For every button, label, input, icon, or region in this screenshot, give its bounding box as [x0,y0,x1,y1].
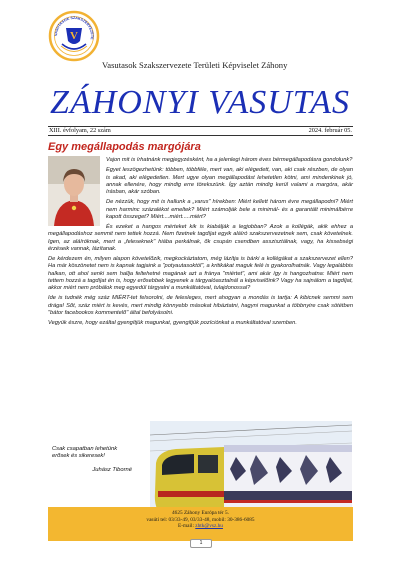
issue-number: XIII. évfolyam, 22 szám [49,127,111,134]
article-paragraph: De kérdezem én, milyen alapon követelőzik, megkockáztatom, még lázítja is bárki a kollégákat a szakszervezet ellen? Ha már köszönetet nem is kapnak tagjaink a "potyautasoktól", a kritikákat maguk felé is gyakorolhatnák. Vagy legalábbis halkan, ott ahol senki sem hallja feltehetné magának azt a fránya "miértet", ami akár így is hangozhatna: Miért nem tettem hozzá a tagdíjat én is, hogy erősebbek legyenek a tárgyalóasztalnál a képviselőink? Vagy ha sajnálom a tagdíjat, akkor miért nem próbálok meg egyedül tárgyalni a munkáltatóval, tulajdonossal? [48,256,353,291]
article-paragraph: És ezeket a hangos mérteket kik is kiabálják a legjobban? Azok a kollégák, akik ehhez a megállapodáshoz semmit nem tettek hozzá. Nem fizetnek tagdíjat egyik aláíró szakszervezetnek sem, csak követelnek. Igen, az aláíróknak, mert a „feleseknek" hiába perkálnak, ők csupán csendben asszisztálnak, vagy, ha kissebségi érzéseik vannak, lázítanak. [48,224,353,252]
article-paragraph: Egyet leszögezhetünk: többen, többféle, mert van, aki elégedett, van, aki csak részben, de olyan is akad, aki elégedetlen. Mert ugye olyan megállapodást lehetetlen kötni, ami mindenkinek jó, annak ellenére, hogy mindig erre törekszünk. Így aztán mindig kerül valami a margóra, akár írásban, akár szóban. [106,167,353,195]
closing-block [52,446,132,474]
footer-address: 4625 Záhony Európa tér 5. [172,510,229,516]
article-paragraph: Vegyük észre, hogy ezáltal gyengítjük magunkat, gyengítjük pozíciónkat a munkáltatóval szemben. [48,320,297,327]
logo-initials: V [70,30,78,42]
issue-line [48,126,353,136]
union-name: Vasutasok Szakszervezete Területi Képviselet Záhony [102,60,288,70]
union-logo [48,10,100,62]
author-signature: Juhász Tiborné [92,466,132,473]
footer-email-label: E-mail: [178,523,194,530]
logo-ring-text: VASUTASOK SZAKSZERVEZETE [53,15,95,40]
page-number: 1 [190,539,212,548]
article-title: Egy megállapodás margójára [48,141,201,153]
article-paragraph: Vajon mit is írhatnánk megjegyzésként, ha a jelenlegi három éves bérmegállapodásra gondolunk? [106,157,353,163]
closing-slogan: Csak csapatban lehetünk erősek és sikeresek! [52,446,118,460]
footer-phones: vasúti tel: 03/33-49, 03/33-48, mobil: 30-386-6085 [146,516,255,523]
footer-contact [48,507,353,541]
masthead-title: ZÁHONYI VASUTAS [50,84,350,121]
footer-email-line [48,523,353,530]
issue-date: 2024. február 05. [308,127,352,134]
photo-float-spacer [48,157,106,229]
article-paragraph: Ide is tudnék még száz MIÉRT-tet felsorolni, de felesleges, mert ahogyan a mondás is tartja: A kibicnek semmi sem drága! Sőt, száz miért is kevés, mert mindig könnyebb másokat hibáztatni, hagyni magunkat a többnyire csak sötétben "bátor facebookos kommentelő" által befolyásolni. [48,295,353,316]
footer-email-link[interactable]: zhtk@vsz.hu [195,523,223,530]
article-paragraph: De nézzük, hogy mit is hallunk a „varus" hírekben: Miért kellett három évre megállapodni? Miért nem harminc százalékot emeltek? Miért számolják bele a minimál- és a garantált minimálbérre kapott összeget? Miért....miért.....miért? [106,199,353,220]
